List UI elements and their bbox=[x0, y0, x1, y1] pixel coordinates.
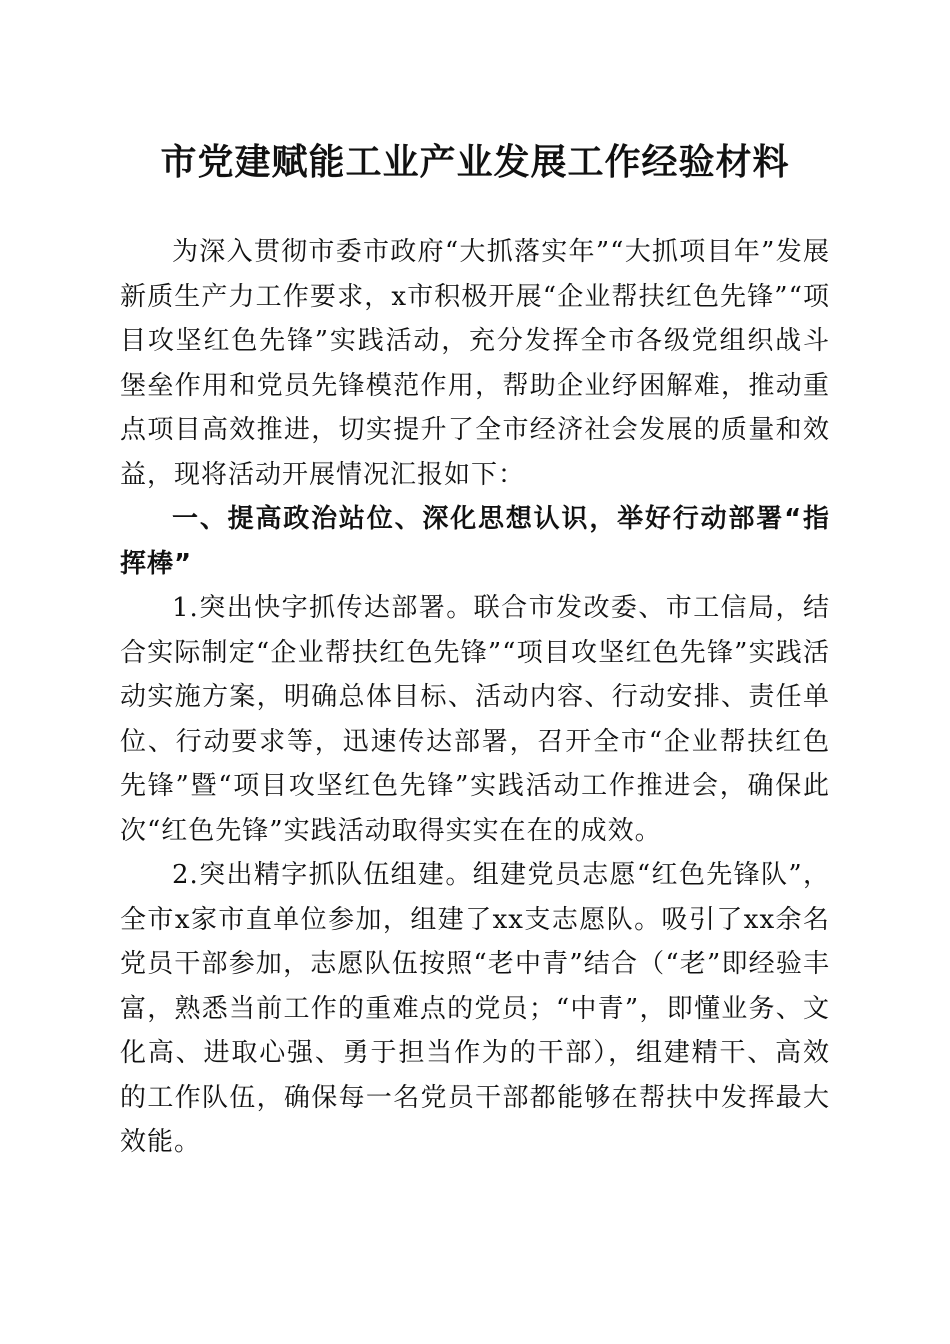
item-paragraph-2: 2.突出精字抓队伍组建。组建党员志愿“红色先锋队”，全市x家市直单位参加，组建了xx支志愿队。吸引了xx余名党员干部参加，志愿队伍按照“老中青”结合（“老”即经验丰富，熟悉当前工作的重难点的党员；“中青”，即懂业务、文化高、进取心强、勇于担当作为的干部），组建精干、高效的工作队伍，确保每一名党员干部都能够在帮扶中发挥最大效能。 bbox=[120, 860, 830, 1157]
document-title: 市党建赋能工业产业发展工作经验材料 bbox=[160, 141, 790, 183]
item-paragraph-1: 1.突出快字抓传达部署。联合市发改委、市工信局，结合实际制定“企业帮扶红色先锋”“项目攻坚红色先锋”实践活动实施方案，明确总体目标、活动内容、行动安排、责任单位、行动要求等，迅速传达部署，召开全市“企业帮扶红色先锋”暨“项目攻坚红色先锋”实践活动工作推进会，确保此次“红色先锋”实践活动取得实实在在的成效。 bbox=[120, 593, 830, 846]
intro-paragraph: 为深入贯彻市委市政府“大抓落实年”“大抓项目年”发展新质生产力工作要求，x市积极开展“企业帮扶红色先锋”“项目攻坚红色先锋”实践活动，充分发挥全市各级党组织战斗堡垒作用和党员先锋模范作用，帮助企业纾困解难，推动重点项目高效推进，切实提升了全市经济社会发展的质量和效益，现将活动开展情况汇报如下： bbox=[120, 237, 830, 490]
section-heading-1: 一、提高政治站位、深化思想认识，举好行动部署“指挥棒” bbox=[120, 504, 830, 579]
document-body bbox=[120, 230, 830, 1165]
